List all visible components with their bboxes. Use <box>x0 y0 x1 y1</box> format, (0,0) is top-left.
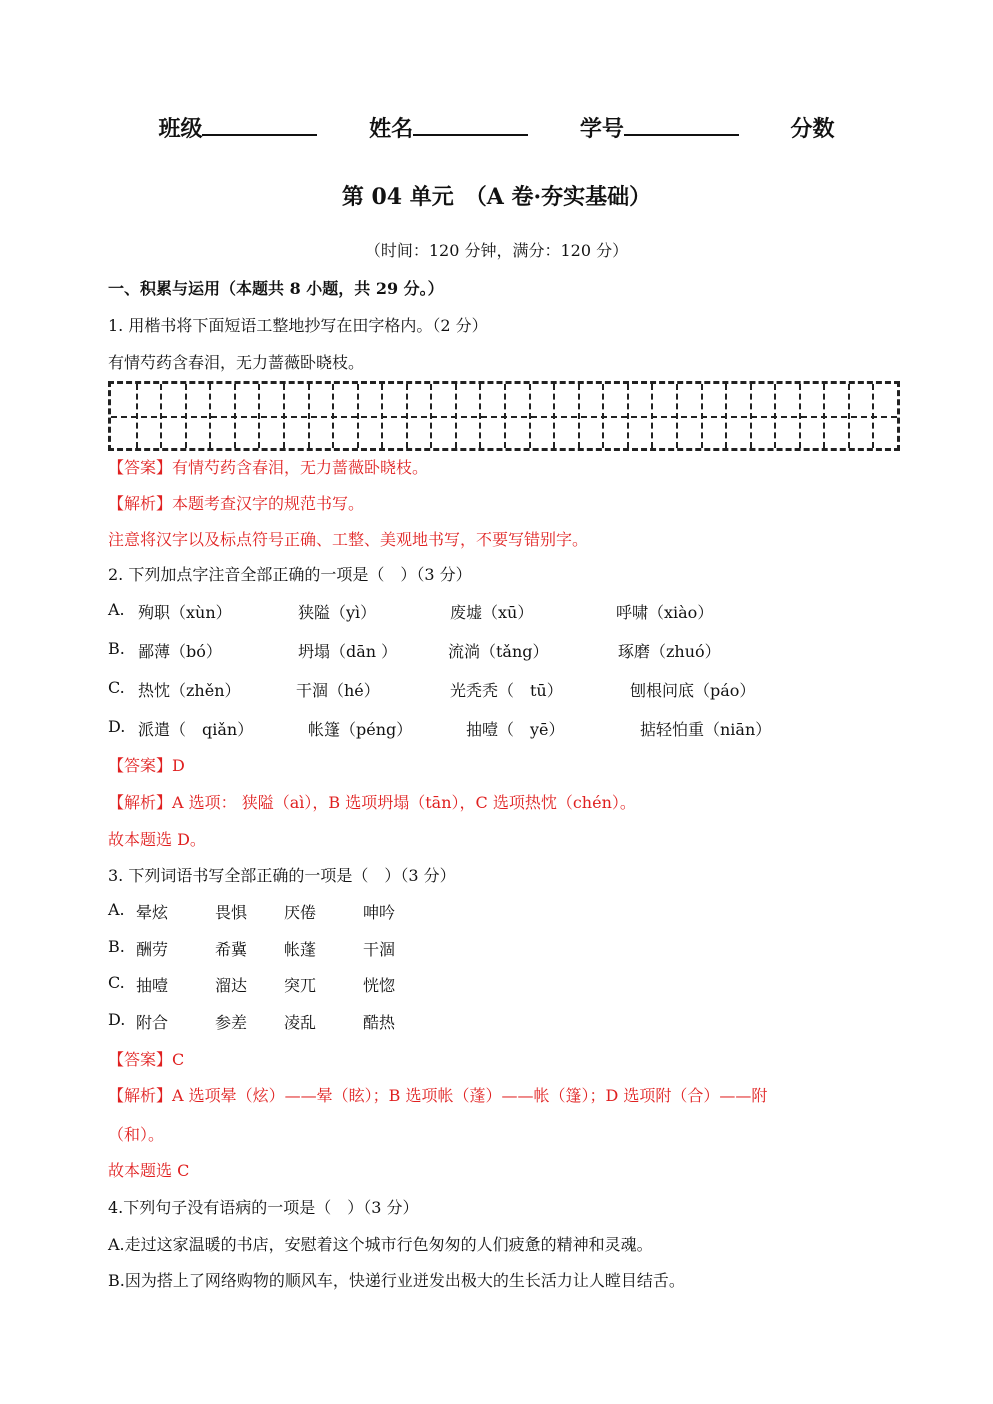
option-label: A. <box>108 900 125 919</box>
option-item: 呼啸（xiào） <box>616 603 714 622</box>
question-3-stem: 3. 下列词语书写全部正确的一项是（ ）（3 分） <box>108 866 456 885</box>
option-item: 凌乱 <box>284 1013 317 1032</box>
question-3-analysis: 【解析】A 选项晕（炫）——晕（眩）；B 选项帐（蓬）——帐（篷）；D 选项附（合）——附 <box>108 1086 768 1105</box>
grid-column-divider <box>479 384 481 448</box>
option-item: 光秃秃（ tū） <box>450 681 563 700</box>
grid-column-divider <box>160 384 162 448</box>
question-1-stem: 1. 用楷书将下面短语工整地抄写在田字格内。（2 分） <box>108 316 488 335</box>
option-item: 干涸 <box>363 940 396 959</box>
student-info-header <box>0 112 993 143</box>
question-2-conclusion: 故本题选 D。 <box>108 830 206 849</box>
question-1-answer: 【答案】有情芍药含春泪，无力蔷薇卧晓枝。 <box>108 458 429 477</box>
grid-column-divider <box>136 384 138 448</box>
grid-column-divider <box>430 384 432 448</box>
grid-column-divider <box>602 384 604 448</box>
q4-option-a[interactable]: A.走过这家温暖的书店，安慰着这个城市行色匆匆的人们疲惫的精神和灵魂。 <box>108 1235 653 1254</box>
option-item: 酬劳 <box>136 940 169 959</box>
option-item: 酷热 <box>363 1013 396 1032</box>
option-label: C. <box>108 973 125 992</box>
option-item: 突兀 <box>284 976 317 995</box>
question-2-answer: 【答案】D <box>108 756 185 775</box>
grid-column-divider <box>406 384 408 448</box>
option-label: B. <box>108 937 125 956</box>
option-item: 抽噎（ yē） <box>466 720 565 739</box>
grid-column-divider <box>234 384 236 448</box>
option-item: 帐蓬 <box>284 940 317 959</box>
option-item: 畏惧 <box>215 903 248 922</box>
option-item: 鄙薄（bó） <box>138 642 222 661</box>
grid-column-divider <box>283 384 285 448</box>
exam-info: （时间：120 分钟，满分：120 分） <box>364 241 629 260</box>
option-item: 呻吟 <box>363 903 396 922</box>
question-2-stem: 2. 下列加点字注音全部正确的一项是（ ）（3 分） <box>108 565 472 584</box>
option-label: D. <box>108 1010 126 1029</box>
option-item: 殉职（xùn） <box>138 603 232 622</box>
option-item: 废墟（xū） <box>450 603 534 622</box>
grid-column-divider <box>529 384 531 448</box>
question-3-analysis-cont: （和）。 <box>108 1125 165 1144</box>
grid-column-divider <box>455 384 457 448</box>
option-item: 参差 <box>215 1013 248 1032</box>
option-item: 热忱（zhěn） <box>138 681 241 700</box>
grid-column-divider <box>553 384 555 448</box>
grid-column-divider <box>750 384 752 448</box>
question-4-stem: 4.下列句子没有语病的一项是（ ）（3 分） <box>108 1198 419 1217</box>
question-2-analysis: 【解析】A 选项： 狭隘（aì），B 选项坍塌（tān），C 选项热忱（chén）。 <box>108 793 636 812</box>
name-blank[interactable] <box>413 114 528 136</box>
option-item: 坍塌（dān ） <box>298 642 398 661</box>
q4-option-b[interactable]: B.因为搭上了网络购物的顺风车，快递行业迸发出极大的生长活力让人瞠目结舌。 <box>108 1271 685 1290</box>
grid-column-divider <box>209 384 211 448</box>
option-item: 流淌（tǎng） <box>448 642 549 661</box>
option-label: D. <box>108 717 126 736</box>
grid-column-divider <box>381 384 383 448</box>
option-item: 帐篷（péng） <box>308 720 413 739</box>
option-item: 厌倦 <box>284 903 317 922</box>
grid-column-divider <box>504 384 506 448</box>
option-item: 狭隘（yì） <box>298 603 377 622</box>
grid-column-divider <box>627 384 629 448</box>
option-item: 恍惚 <box>363 976 396 995</box>
section-heading: 一、积累与运用（本题共 8 小题，共 29 分。） <box>108 279 444 298</box>
class-field[interactable]: 班级 <box>158 112 317 143</box>
option-item: 干涸（hé） <box>296 681 380 700</box>
tianzige-grid[interactable] <box>108 381 900 451</box>
option-item: 刨根问底（páo） <box>630 681 756 700</box>
grid-column-divider <box>332 384 334 448</box>
grid-column-divider <box>357 384 359 448</box>
grid-column-divider <box>848 384 850 448</box>
option-item: 琢磨（zhuó） <box>618 642 721 661</box>
option-item: 希冀 <box>215 940 248 959</box>
option-item: 附合 <box>136 1013 169 1032</box>
student-id-blank[interactable] <box>624 114 739 136</box>
option-item: 派遣（ qiǎn） <box>138 720 254 739</box>
question-1-analysis: 【解析】本题考查汉字的规范书写。 <box>108 494 365 513</box>
option-label: B. <box>108 639 125 658</box>
grid-column-divider <box>823 384 825 448</box>
name-field[interactable]: 姓名 <box>369 112 528 143</box>
grid-column-divider <box>676 384 678 448</box>
grid-column-divider <box>578 384 580 448</box>
grid-column-divider <box>651 384 653 448</box>
option-label: A. <box>108 600 125 619</box>
grid-column-divider <box>872 384 874 448</box>
option-item: 晕炫 <box>136 903 169 922</box>
grid-column-divider <box>701 384 703 448</box>
grid-column-divider <box>774 384 776 448</box>
option-item: 抽噎 <box>136 976 169 995</box>
class-blank[interactable] <box>202 114 317 136</box>
option-item: 掂轻怕重（niān） <box>640 720 772 739</box>
question-3-conclusion: 故本题选 C <box>108 1161 190 1180</box>
grid-column-divider <box>185 384 187 448</box>
page-title: 第 04 单元 （A 卷·夯实基础） <box>341 184 652 210</box>
option-label: C. <box>108 678 125 697</box>
score-field: 分数 <box>790 116 835 142</box>
grid-column-divider <box>308 384 310 448</box>
question-3-answer: 【答案】C <box>108 1050 185 1069</box>
grid-column-divider <box>799 384 801 448</box>
grid-column-divider <box>725 384 727 448</box>
option-item: 溜达 <box>215 976 248 995</box>
student-id-field[interactable]: 学号 <box>580 112 739 143</box>
question-1-analysis-note: 注意将汉字以及标点符号正确、工整、美观地书写，不要写错别字。 <box>108 530 589 549</box>
grid-column-divider <box>258 384 260 448</box>
question-1-text: 有情芍药含春泪，无力蔷薇卧晓枝。 <box>108 353 365 372</box>
